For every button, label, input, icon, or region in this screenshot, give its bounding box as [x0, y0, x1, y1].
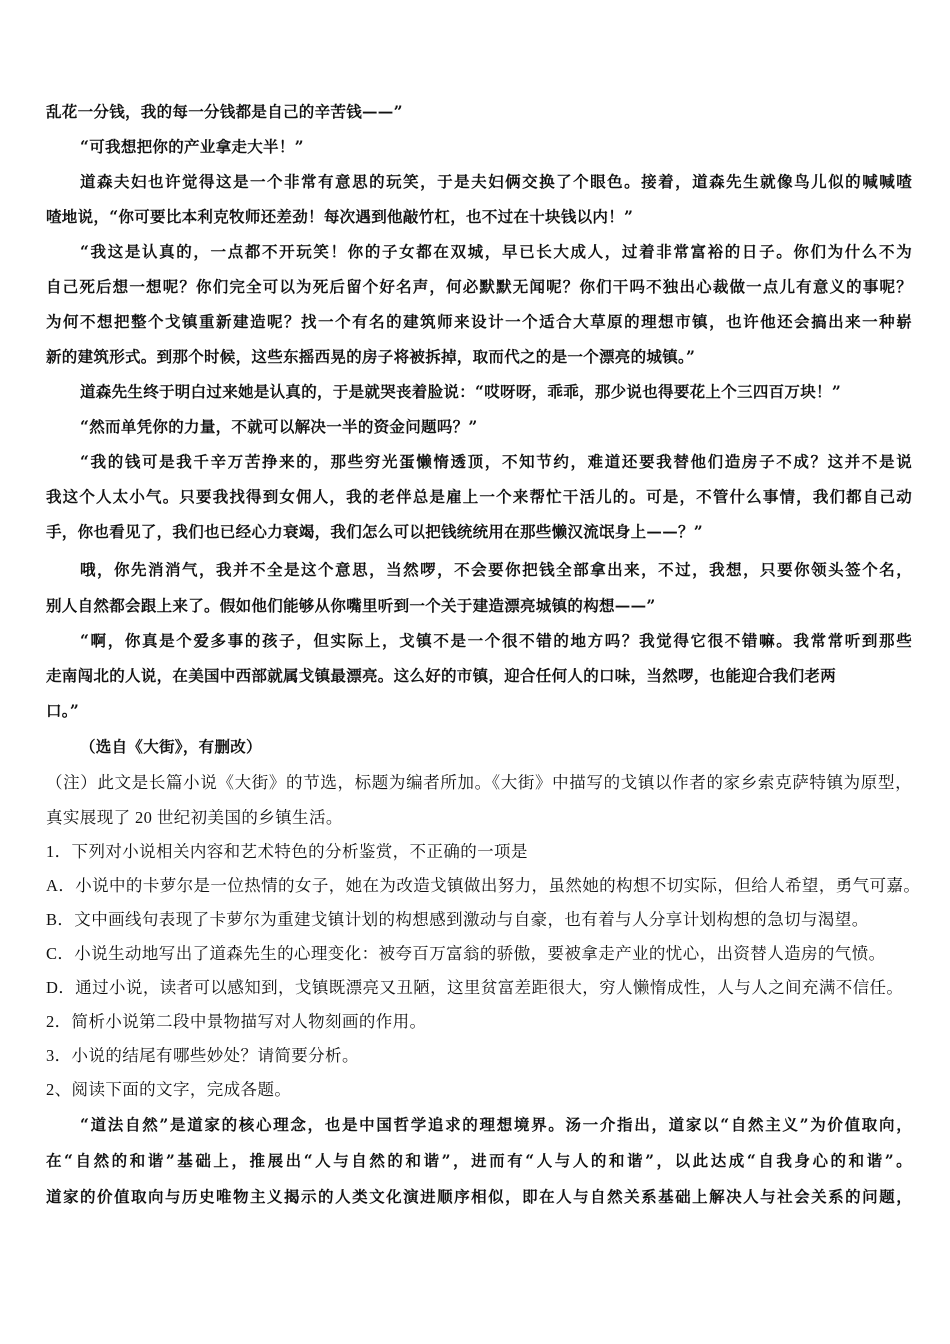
question-1: 1．下列对小说相关内容和艺术特色的分析鉴赏，不正确的一项是	[46, 842, 528, 861]
option-a: A．小说中的卡萝尔是一位热情的女子，她在为改造戈镇做出努力，虽然她的构想不切实际，但给人希望，勇气可嘉。	[46, 876, 921, 895]
text-line: 在“自然的和谐”基础上，推展出“人与自然的和谐”，进而有“人与人的和谐”，以此达成“自我身心的和谐”。	[46, 1151, 912, 1170]
question-2: 2．简析小说第二段中景物描写对人物刻画的作用。	[46, 1012, 427, 1031]
text-line: 口。”	[46, 701, 80, 720]
text-line: 道家的价值取向与历史唯物主义揭示的人类文化演进顺序相似，即在人与自然关系基础上解决人与社会关系的问题，	[46, 1187, 912, 1206]
text-line: 走南闯北的人说，在美国中西部就属戈镇最漂亮。这么好的市镇，迎合任何人的口味，当然啰，也能迎合我们老两	[46, 666, 837, 685]
text-line: 我这个人太小气。只要我找得到女佣人，我的老伴总是雇上一个来帮忙干活儿的。可是，不管什么事情，我们都自己动	[46, 487, 912, 506]
text-line: 新的建筑形式。到那个时候，这些东摇西晃的房子将被拆掉，取而代之的是一个漂亮的城镇。”	[46, 347, 696, 366]
text-line: “我这是认真的，一点都不开玩笑！你的子女都在双城，早已长大成人，过着非常富裕的日子。你们为什么不为	[80, 242, 912, 261]
annotation-line: （注）此文是长篇小说《大街》的节选，标题为编者所加。《大街》中描写的戈镇以作者的家乡索克萨特镇为原型，	[46, 773, 912, 792]
text-line: “可我想把你的产业拿走大半！”	[80, 137, 304, 156]
text-line: “然而单凭你的力量，不就可以解决一半的资金问题吗？”	[80, 417, 478, 436]
option-c: C．小说生动地写出了道森先生的心理变化：被夸百万富翁的骄傲，要被拿走产业的忧心，出资替人造房的气愤。	[46, 944, 886, 963]
text-line: 道森夫妇也许觉得这是一个非常有意思的玩笑，于是夫妇俩交换了个眼色。接着，道森先生就像鸟儿似的喊喊喳	[80, 172, 912, 191]
text-line: 哦，你先消消气，我并不全是这个意思，当然啰，不会要你把钱全部拿出来，不过，我想，只要你领头签个名，	[80, 560, 912, 579]
annotation-line: 真实展现了 20 世纪初美国的乡镇生活。	[46, 808, 343, 827]
option-d: D．通过小说，读者可以感知到，戈镇既漂亮又丑陋，这里贫富差距很大，穷人懒惰成性，人与人之间充满不信任。	[46, 978, 904, 997]
question-3: 3．小说的结尾有哪些妙处？请简要分析。	[46, 1046, 359, 1065]
text-line: 别人自然都会跟上来了。假如他们能够从你嘴里听到一个关于建造漂亮城镇的构想——”	[46, 596, 656, 615]
source-note: （选自《大街》，有删改）	[80, 737, 262, 756]
text-line: “我的钱可是我千辛万苦挣来的，那些穷光蛋懒惰透顶，不知节约，难道还要我替他们造房子不成？这并不是说	[80, 452, 912, 471]
text-line: 手，你也看见了，我们也已经心力衰竭，我们怎么可以把钱统统用在那些懒汉流氓身上——？”	[46, 522, 704, 541]
text-line: “道法自然”是道家的核心理念，也是中国哲学追求的理想境界。汤一介指出，道家以“自然主义”为价值取向，	[80, 1115, 912, 1134]
option-b: B．文中画线句表现了卡萝尔为重建戈镇计划的构想感到激动与自豪，也有着与人分享计划构想的急切与渴望。	[46, 910, 869, 929]
section-heading: 2、阅读下面的文字，完成各题。	[46, 1080, 292, 1099]
text-line: 乱花一分钱，我的每一分钱都是自己的辛苦钱——”	[46, 102, 403, 121]
text-line: 道森先生终于明白过来她是认真的，于是就哭丧着脸说：“哎呀呀，乖乖，那少说也得要花上个三四百万块！”	[80, 382, 842, 401]
text-line: 自己死后想一想呢？你们完全可以为死后留个好名声，何必默默无闻呢？你们干吗不独出心裁做一点儿有意义的事呢？	[46, 277, 912, 296]
text-line: “啊，你真是个爱多事的孩子，但实际上，戈镇不是一个很不错的地方吗？我觉得它很不错嘛。我常常听到那些	[80, 631, 912, 650]
text-line: 为何不想把整个戈镇重新建造呢？找一个有名的建筑师来设计一个适合大草原的理想市镇，也许他还会搞出来一种崭	[46, 312, 912, 331]
text-line: 喳地说，“你可要比本利克牧师还差劲！每次遇到他敲竹杠，也不过在十块钱以内！”	[46, 207, 634, 226]
